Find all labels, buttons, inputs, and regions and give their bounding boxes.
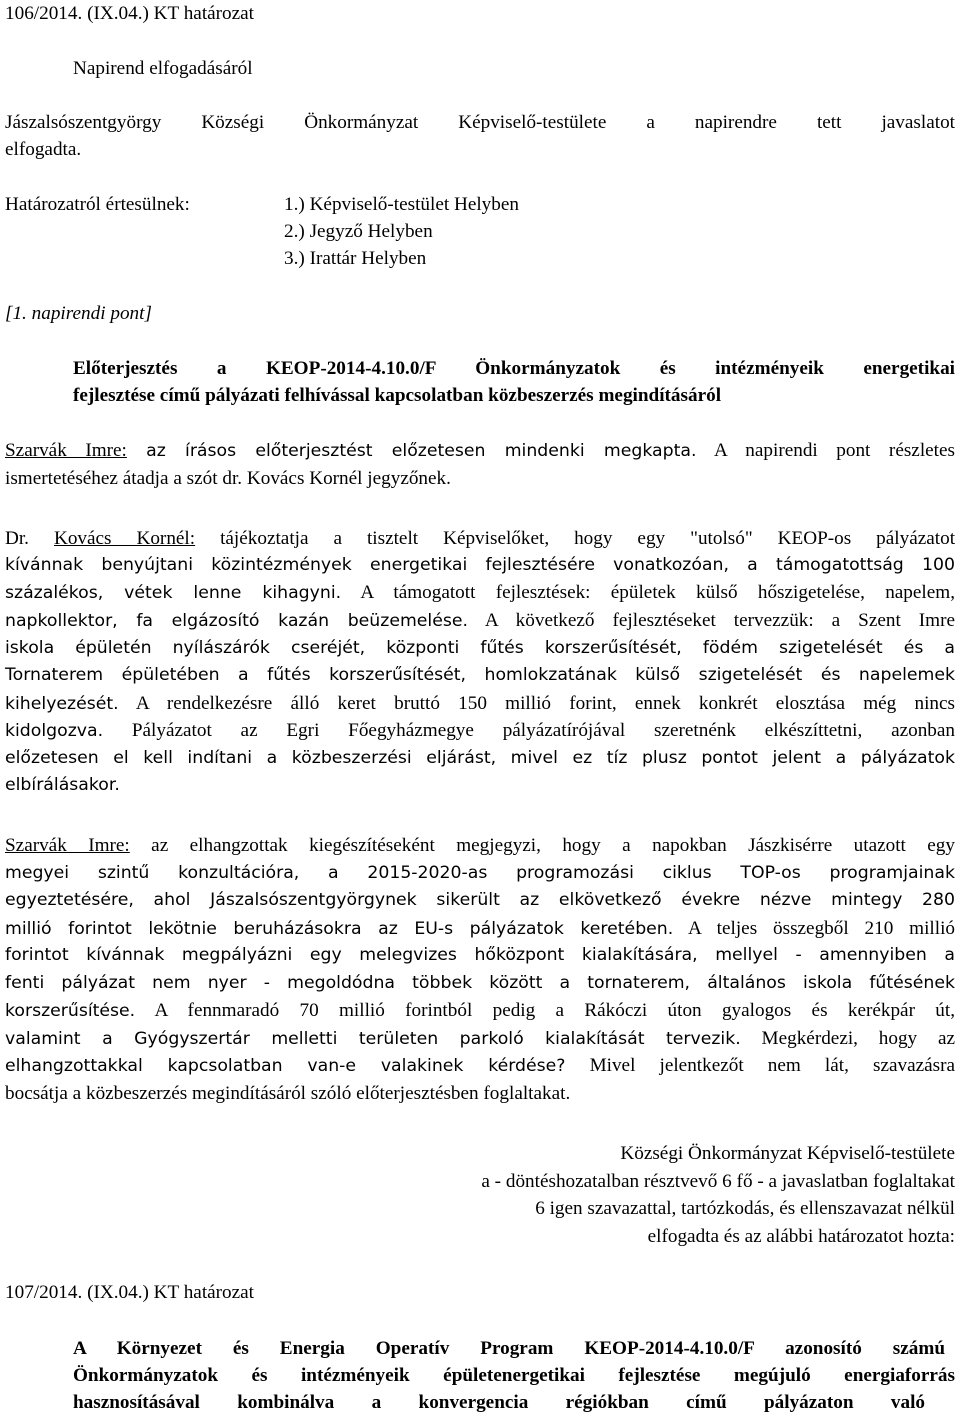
minutes-line — [5, 832, 955, 860]
minutes-text: valamint a Gyógyszertár melletti területen parkoló kialakítását tervezik. — [5, 1029, 741, 1049]
speaker-name: Szarvák Imre: — [5, 440, 127, 461]
minutes-line — [5, 1052, 955, 1081]
minutes-text: tájékoztatja a tisztelt Képviselőket, hogy egy "utolsó" KEOP-os pályázatot — [195, 528, 956, 549]
minutes-line: előzetesen el kell indítani a közbeszerzési eljárást, mivel ez tíz plusz pontot jelent a pályázatok — [5, 748, 955, 768]
agenda-title-line: Előterjesztés a KEOP-2014-4.10.0/F Önkormányzatok és intézményeik energetikai — [73, 358, 955, 379]
minutes-text: A napirendi pont részletes — [696, 440, 955, 461]
speaker-prefix: Dr. — [5, 528, 29, 549]
agenda-title-line: fejlesztése című pályázati felhívással kapcsolatban közbeszerzés megindításáról — [73, 385, 722, 406]
minutes-text: A fennmaradó 70 millió forintból pedig a Rákóczi úton gyalogos és kerékpár út, — [135, 1000, 955, 1021]
minutes-text: napkollektor, fa elgázosító kazán beüzemelése. — [5, 611, 468, 631]
resolution-title-line: Önkormányzatok és intézményeik épületenergetikai fejlesztése megújuló energiaforrás — [73, 1365, 955, 1386]
minutes-text: az írásos előterjesztést előzetesen mindenki megkapta. — [126, 441, 697, 461]
minutes-text: millió forintot lekötnie beruházásokra az EU-s pályázatok keretében. — [5, 919, 674, 939]
minutes-line — [5, 915, 955, 944]
minutes-line — [5, 717, 955, 746]
minutes-text: A támogatott fejlesztések: épületek külső hőszigetelése, napelem, — [341, 582, 955, 603]
resolution-body-line: elfogadta. — [5, 139, 82, 160]
notify-item: 3.) Irattár Helyben — [284, 248, 427, 269]
resolution-body-line: Jászalsószentgyörgy Községi Önkormányzat Képviselő-testülete a napirendre tett javaslatot — [5, 112, 955, 133]
vote-line: 6 igen szavazattal, tartózkodás, és ellenszavazat nélkül — [535, 1198, 955, 1219]
resolution-number: 107/2014. (IX.04.) KT határozat — [5, 1282, 255, 1303]
resolution-title-line: A Környezet és Energia Operatív Program KEOP-2014-4.10.0/F azonosító számú — [73, 1338, 945, 1359]
minutes-line: forintot kívánnak megpályázni egy melegvizes hőközpont kialakítására, mellyel - amennyiben a — [5, 945, 955, 965]
vote-line: a - döntéshozatalban résztvevő 6 fő - a javaslatban foglaltakat — [481, 1171, 955, 1192]
speaker-name: Kovács Kornél: — [53, 528, 196, 549]
minutes-text: Megkérdezi, hogy az — [740, 1028, 955, 1049]
minutes-line: elbírálásakor. — [5, 775, 120, 795]
minutes-line — [5, 437, 955, 466]
minutes-text: százalékos, vétek lenne kihagyni. — [5, 583, 342, 603]
resolution-title: Napirend elfogadásáról — [73, 58, 253, 79]
speaker-name: Szarvák Imre: — [5, 835, 130, 856]
minutes-line: ismertetéséhez átadja a szót dr. Kovács Kornél jegyzőnek. — [5, 468, 451, 489]
minutes-line: fenti pályázat nem nyer - megoldódna többek között a tornaterem, általános iskola fűtésének — [5, 973, 955, 993]
minutes-line: kívánnak benyújtani közintézmények energetikai fejlesztésére vonatkozóan, a támogatottság 100 — [5, 555, 955, 575]
minutes-text: kihelyezését. — [5, 694, 119, 714]
minutes-line: Tornaterem épületében a fűtés korszerűsítését, homlokzatának külső szigetelését és napelemek — [5, 665, 955, 685]
minutes-line: egyeztetésére, ahol Jászalsószentgyörgynek sikerült az elkövetkező évekre nézve mintegy 280 — [5, 890, 955, 910]
minutes-text: Mivel jelentkezőt nem lát, szavazásra — [565, 1055, 955, 1076]
resolution-title-line: hasznosításával kombinálva a konvergencia régiókban című pályázaton való — [73, 1392, 925, 1413]
agenda-marker: [1. napirendi pont] — [5, 303, 152, 324]
minutes-line: megyei szintű konzultációra, a 2015-2020-as programozási ciklus TOP-os programjainak — [5, 863, 955, 883]
minutes-text: az elhangzottak kiegészítéseként megjegyzi, hogy a napokban Jászkisérre utazott egy — [129, 835, 955, 856]
minutes-line — [5, 690, 955, 719]
minutes-text: A rendelkezésre álló keret bruttó 150 millió forint, ennek konkrét elosztása még nincs — [118, 693, 955, 714]
minutes-text: A következő fejlesztéseket tervezzük: a Szent Imre — [468, 610, 955, 631]
notify-item: 1.) Képviselő-testület Helyben — [284, 194, 519, 215]
minutes-line — [5, 997, 955, 1026]
minutes-text: korszerűsítése. — [5, 1001, 136, 1021]
notify-label: Határozatról értesülnek: — [5, 194, 190, 215]
resolution-number: 106/2014. (IX.04.) KT határozat — [5, 3, 255, 24]
minutes-line — [5, 579, 955, 608]
minutes-text: elhangzottakkal kapcsolatban van-e valakinek kérdése? — [5, 1056, 566, 1076]
minutes-text: A teljes összegből 210 millió — [673, 918, 956, 939]
minutes-text: Pályázatot az Egri Főegyházmegye pályázatírójával szeretnénk elkészíttetni, azonban — [103, 720, 955, 741]
minutes-line: bocsátja a közbeszerzés megindításáról szóló előterjesztésben foglaltakat. — [5, 1083, 571, 1104]
minutes-line — [5, 607, 955, 636]
minutes-line: iskola épületén nyílászárók cseréjét, központi fűtés korszerűsítését, födém szigetelését és a — [5, 638, 955, 658]
vote-line: elfogadta és az alábbi határozatot hozta: — [647, 1226, 955, 1247]
vote-line: Községi Önkormányzat Képviselő-testülete — [620, 1143, 955, 1164]
notify-item: 2.) Jegyző Helyben — [284, 221, 433, 242]
minutes-line — [5, 1025, 955, 1054]
minutes-line — [5, 525, 955, 553]
minutes-text: kidolgozva. — [5, 721, 104, 741]
